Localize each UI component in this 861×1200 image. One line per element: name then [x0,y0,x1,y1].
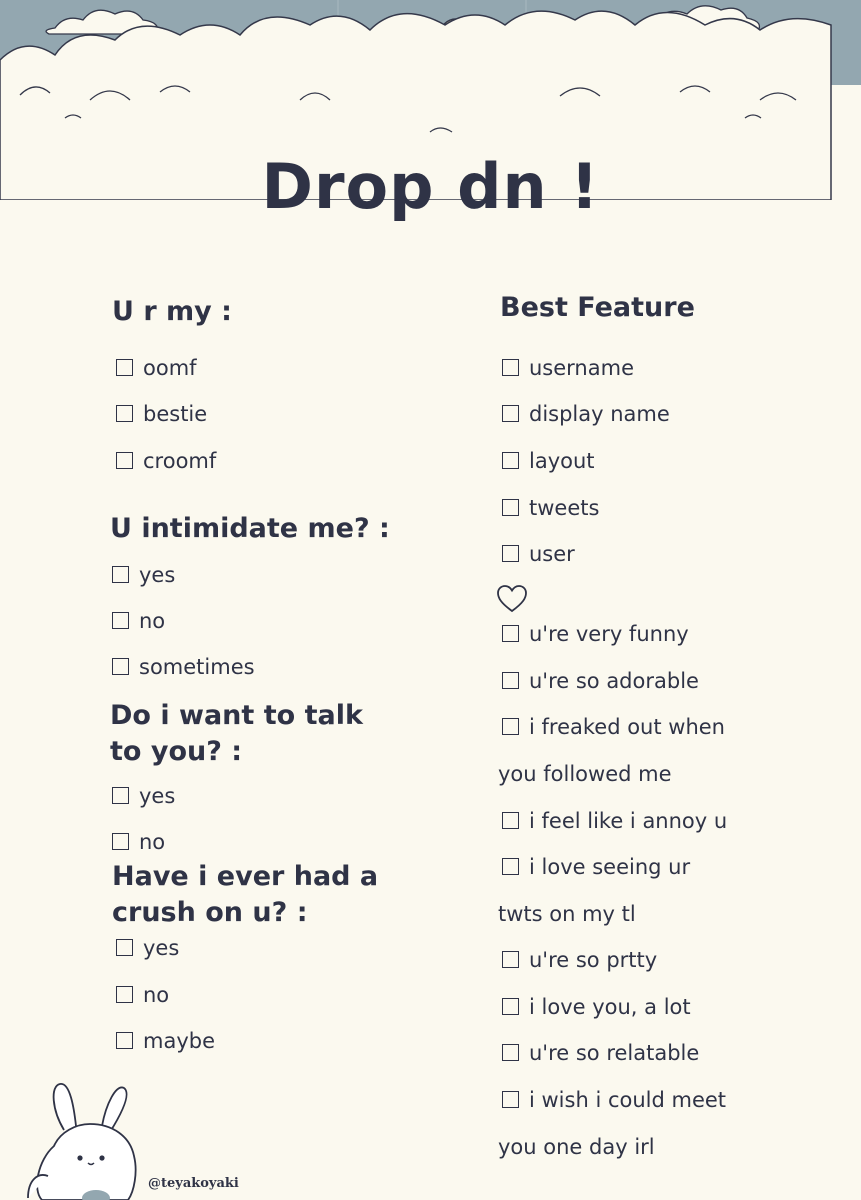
heading-u-r-my: U r my : [112,296,232,327]
option-bestie[interactable]: bestie [116,400,207,428]
checkbox[interactable] [502,405,519,422]
option-layout[interactable]: layout [502,447,595,475]
option-yes[interactable]: yes [112,561,175,589]
heading-talk-1: Do i want to talk [110,700,363,731]
checkbox[interactable] [116,359,133,376]
option-username[interactable]: username [502,354,634,382]
checkbox[interactable] [502,452,519,469]
checkbox[interactable] [116,405,133,422]
checkbox[interactable] [112,658,129,675]
option-love-seeing-continued: twts on my tl [498,902,636,926]
option-love-you[interactable]: i love you, a lot [502,993,691,1021]
checkbox[interactable] [116,1032,133,1049]
option-freaked-out-continued: you followed me [498,762,672,786]
checkbox[interactable] [502,359,519,376]
checkbox[interactable] [502,718,519,735]
option-no[interactable]: no [116,981,169,1009]
option-annoy[interactable]: i feel like i annoy u [502,807,727,835]
checkbox[interactable] [502,625,519,642]
heading-crush-2: crush on u? : [112,897,308,928]
heading-talk-2: to you? : [110,736,243,767]
option-love-seeing[interactable]: i love seeing ur [502,853,690,881]
option-no[interactable]: no [112,828,165,856]
checkbox[interactable] [112,833,129,850]
checkbox[interactable] [112,566,129,583]
checkbox[interactable] [112,787,129,804]
bunny-icon [24,1080,154,1200]
heading-crush-1: Have i ever had a [112,861,379,892]
checkbox[interactable] [116,452,133,469]
checkbox[interactable] [502,545,519,562]
checkbox[interactable] [502,812,519,829]
option-croomf[interactable]: croomf [116,447,216,475]
option-relatable[interactable]: u're so relatable [502,1039,699,1067]
credit-handle: @teyakoyaki [148,1176,239,1191]
option-sometimes[interactable]: sometimes [112,653,255,681]
option-very-funny[interactable]: u're very funny [502,620,689,648]
option-display-name[interactable]: display name [502,400,670,428]
checkbox[interactable] [502,1091,519,1108]
checkbox[interactable] [502,672,519,689]
option-maybe[interactable]: maybe [116,1027,215,1055]
option-user[interactable]: user [502,540,575,568]
checkbox[interactable] [116,939,133,956]
option-prtty[interactable]: u're so prtty [502,946,657,974]
option-tweets[interactable]: tweets [502,494,599,522]
page-title: Drop dn ! [261,150,600,223]
checkbox[interactable] [112,612,129,629]
option-meet-irl-continued: you one day irl [498,1135,655,1159]
option-yes[interactable]: yes [116,934,179,962]
option-yes[interactable]: yes [112,782,175,810]
heading-best-feature: Best Feature [500,292,695,323]
option-oomf[interactable]: oomf [116,354,197,382]
checkbox[interactable] [502,858,519,875]
checkbox[interactable] [502,951,519,968]
heading-intimidate: U intimidate me? : [110,513,390,544]
checkbox[interactable] [502,499,519,516]
option-freaked-out[interactable]: i freaked out when [502,713,725,741]
checkbox[interactable] [116,986,133,1003]
checkbox[interactable] [502,998,519,1015]
option-adorable[interactable]: u're so adorable [502,667,699,695]
option-meet-irl[interactable]: i wish i could meet [502,1086,726,1114]
option-no[interactable]: no [112,607,165,635]
heart-icon [496,584,528,614]
checkbox[interactable] [502,1044,519,1061]
